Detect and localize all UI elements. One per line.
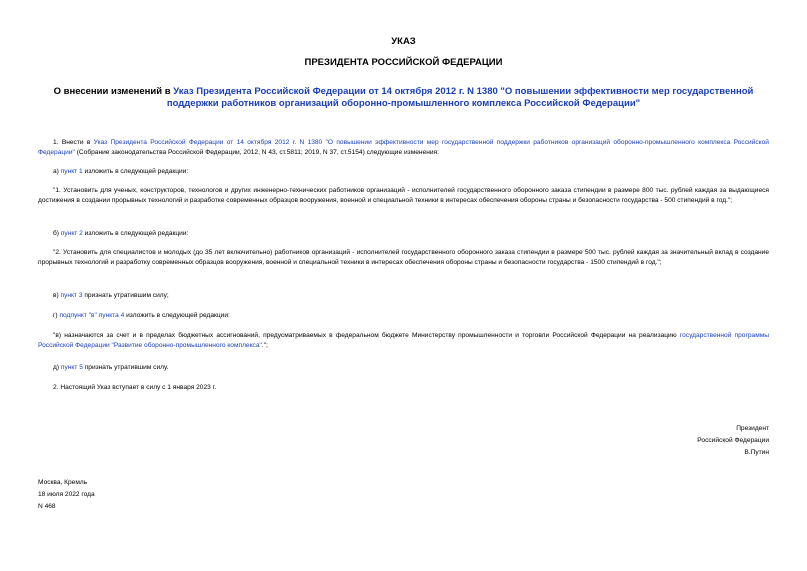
document-type-title: УКАЗ xyxy=(391,36,416,47)
signing-date: 18 июля 2022 года xyxy=(38,491,95,498)
subitem-g-prefix: г) xyxy=(53,312,60,319)
subitem-v xyxy=(38,291,769,301)
paragraph-2: 2. Настоящий Указ вступает в силу с 1 января 2023 г. xyxy=(53,384,217,391)
subitem-a xyxy=(38,167,769,177)
subitem-v-suffix: признать утратившим силу; xyxy=(82,292,169,299)
subitem-g xyxy=(38,311,769,321)
subitem-v-prefix: в) xyxy=(53,292,61,299)
subitem-d-prefix: д) xyxy=(53,364,61,371)
signature-block xyxy=(569,423,769,459)
subject-prefix: О внесении изменений в xyxy=(53,86,174,97)
subitem-d-suffix: признать утратившим силу. xyxy=(82,364,169,371)
subitem-a-text: "1. Установить для ученых, конструкторов, технологов и других инженерно-технических работников организаций - исполнителей государственного оборонного заказа стипендии в размере 800 тыс. рублей каждая за выдающиеся достижения в создании прорывных технологий и разработке современных образцов вооружения, военной и специальной техники в интересах обеспечения обороны страны и безопасности государства - 500 стипендий в год."; xyxy=(38,187,769,204)
paragraph-1-prefix: 1. Внести в xyxy=(53,139,94,146)
subitem-b-suffix: изложить в следующей редакции: xyxy=(82,230,189,237)
subitem-b-text: "2. Установить для специалистов и молодых (до 35 лет включительно) работников организаций - исполнителей государственного оборонного заказа стипендии в размере 500 тыс. рублей каждая за значительный вклад в создание прорывных технологий и разработку современных образцов вооружения, военной и специальной техники в интересах обеспечения обороны страны и безопасности государства - 1500 стипендий в год."; xyxy=(38,249,769,266)
link-state-program[interactable]: государственной программы Российской Федерации "Развитие оборонно-промышленного комплекса" xyxy=(38,332,770,349)
link-punkt-2[interactable]: пункт 2 xyxy=(60,230,83,237)
issuer-title: ПРЕЗИДЕНТА РОССИЙСКОЙ ФЕДЕРАЦИИ xyxy=(304,57,503,68)
subitem-a-prefix: а) xyxy=(53,168,61,175)
subitem-b-prefix: б) xyxy=(53,230,61,237)
subitem-a-suffix: изложить в следующей редакции: xyxy=(82,168,189,175)
link-punkt-5[interactable]: пункт 5 xyxy=(60,364,83,371)
subitem-g-text-prefix: "в) назначаются за счет и в пределах бюджетных ассигнований, предусматриваемых в федеральном бюджете Министерству промышленности и торговли Российской Федерации на реализацию xyxy=(53,332,680,339)
paragraph-1 xyxy=(38,138,769,158)
paragraph-1-suffix: (Собрание законодательства Российской Федерации, 2012, N 43, ст.5811; 2019, N 37, ст.5154) следующие изменения: xyxy=(74,148,439,156)
paragraph-1-decree-link[interactable]: Указ Президента Российской Федерации от 14 октября 2012 г. N 1380 "О повышении эффективности мер государственной поддержки работников организаций оборонно-промышленного комплекса Российской Федерации" xyxy=(38,139,769,156)
signature-name: В.Путин xyxy=(744,449,769,456)
place-date-block xyxy=(38,477,238,513)
subitem-b xyxy=(38,229,769,239)
subitem-g-suffix: изложить в следующей редакции: xyxy=(124,312,230,319)
decree-number: N 468 xyxy=(38,503,56,510)
signature-position: Президент xyxy=(736,425,769,432)
subitem-g-text-suffix: ."; xyxy=(261,341,268,349)
signature-organization: Российской Федерации xyxy=(697,437,769,444)
link-punkt-3[interactable]: пункт 3 xyxy=(60,292,83,299)
link-podpunkt-v-punkt-4[interactable]: подпункт "в" пункта 4 xyxy=(59,312,125,319)
place-of-signing: Москва, Кремль xyxy=(38,479,88,486)
link-punkt-1[interactable]: пункт 1 xyxy=(60,168,83,175)
subitem-g-text xyxy=(38,331,769,351)
subitem-d xyxy=(38,363,769,373)
subject-decree-link[interactable]: Указ Президента Российской Федерации от 14 октября 2012 г. N 1380 "О повышении эффективности мер государственной поддержки работников организаций оборонно-промышленного комплекса Российской Федерации" xyxy=(166,86,754,109)
document-subject xyxy=(40,86,767,110)
